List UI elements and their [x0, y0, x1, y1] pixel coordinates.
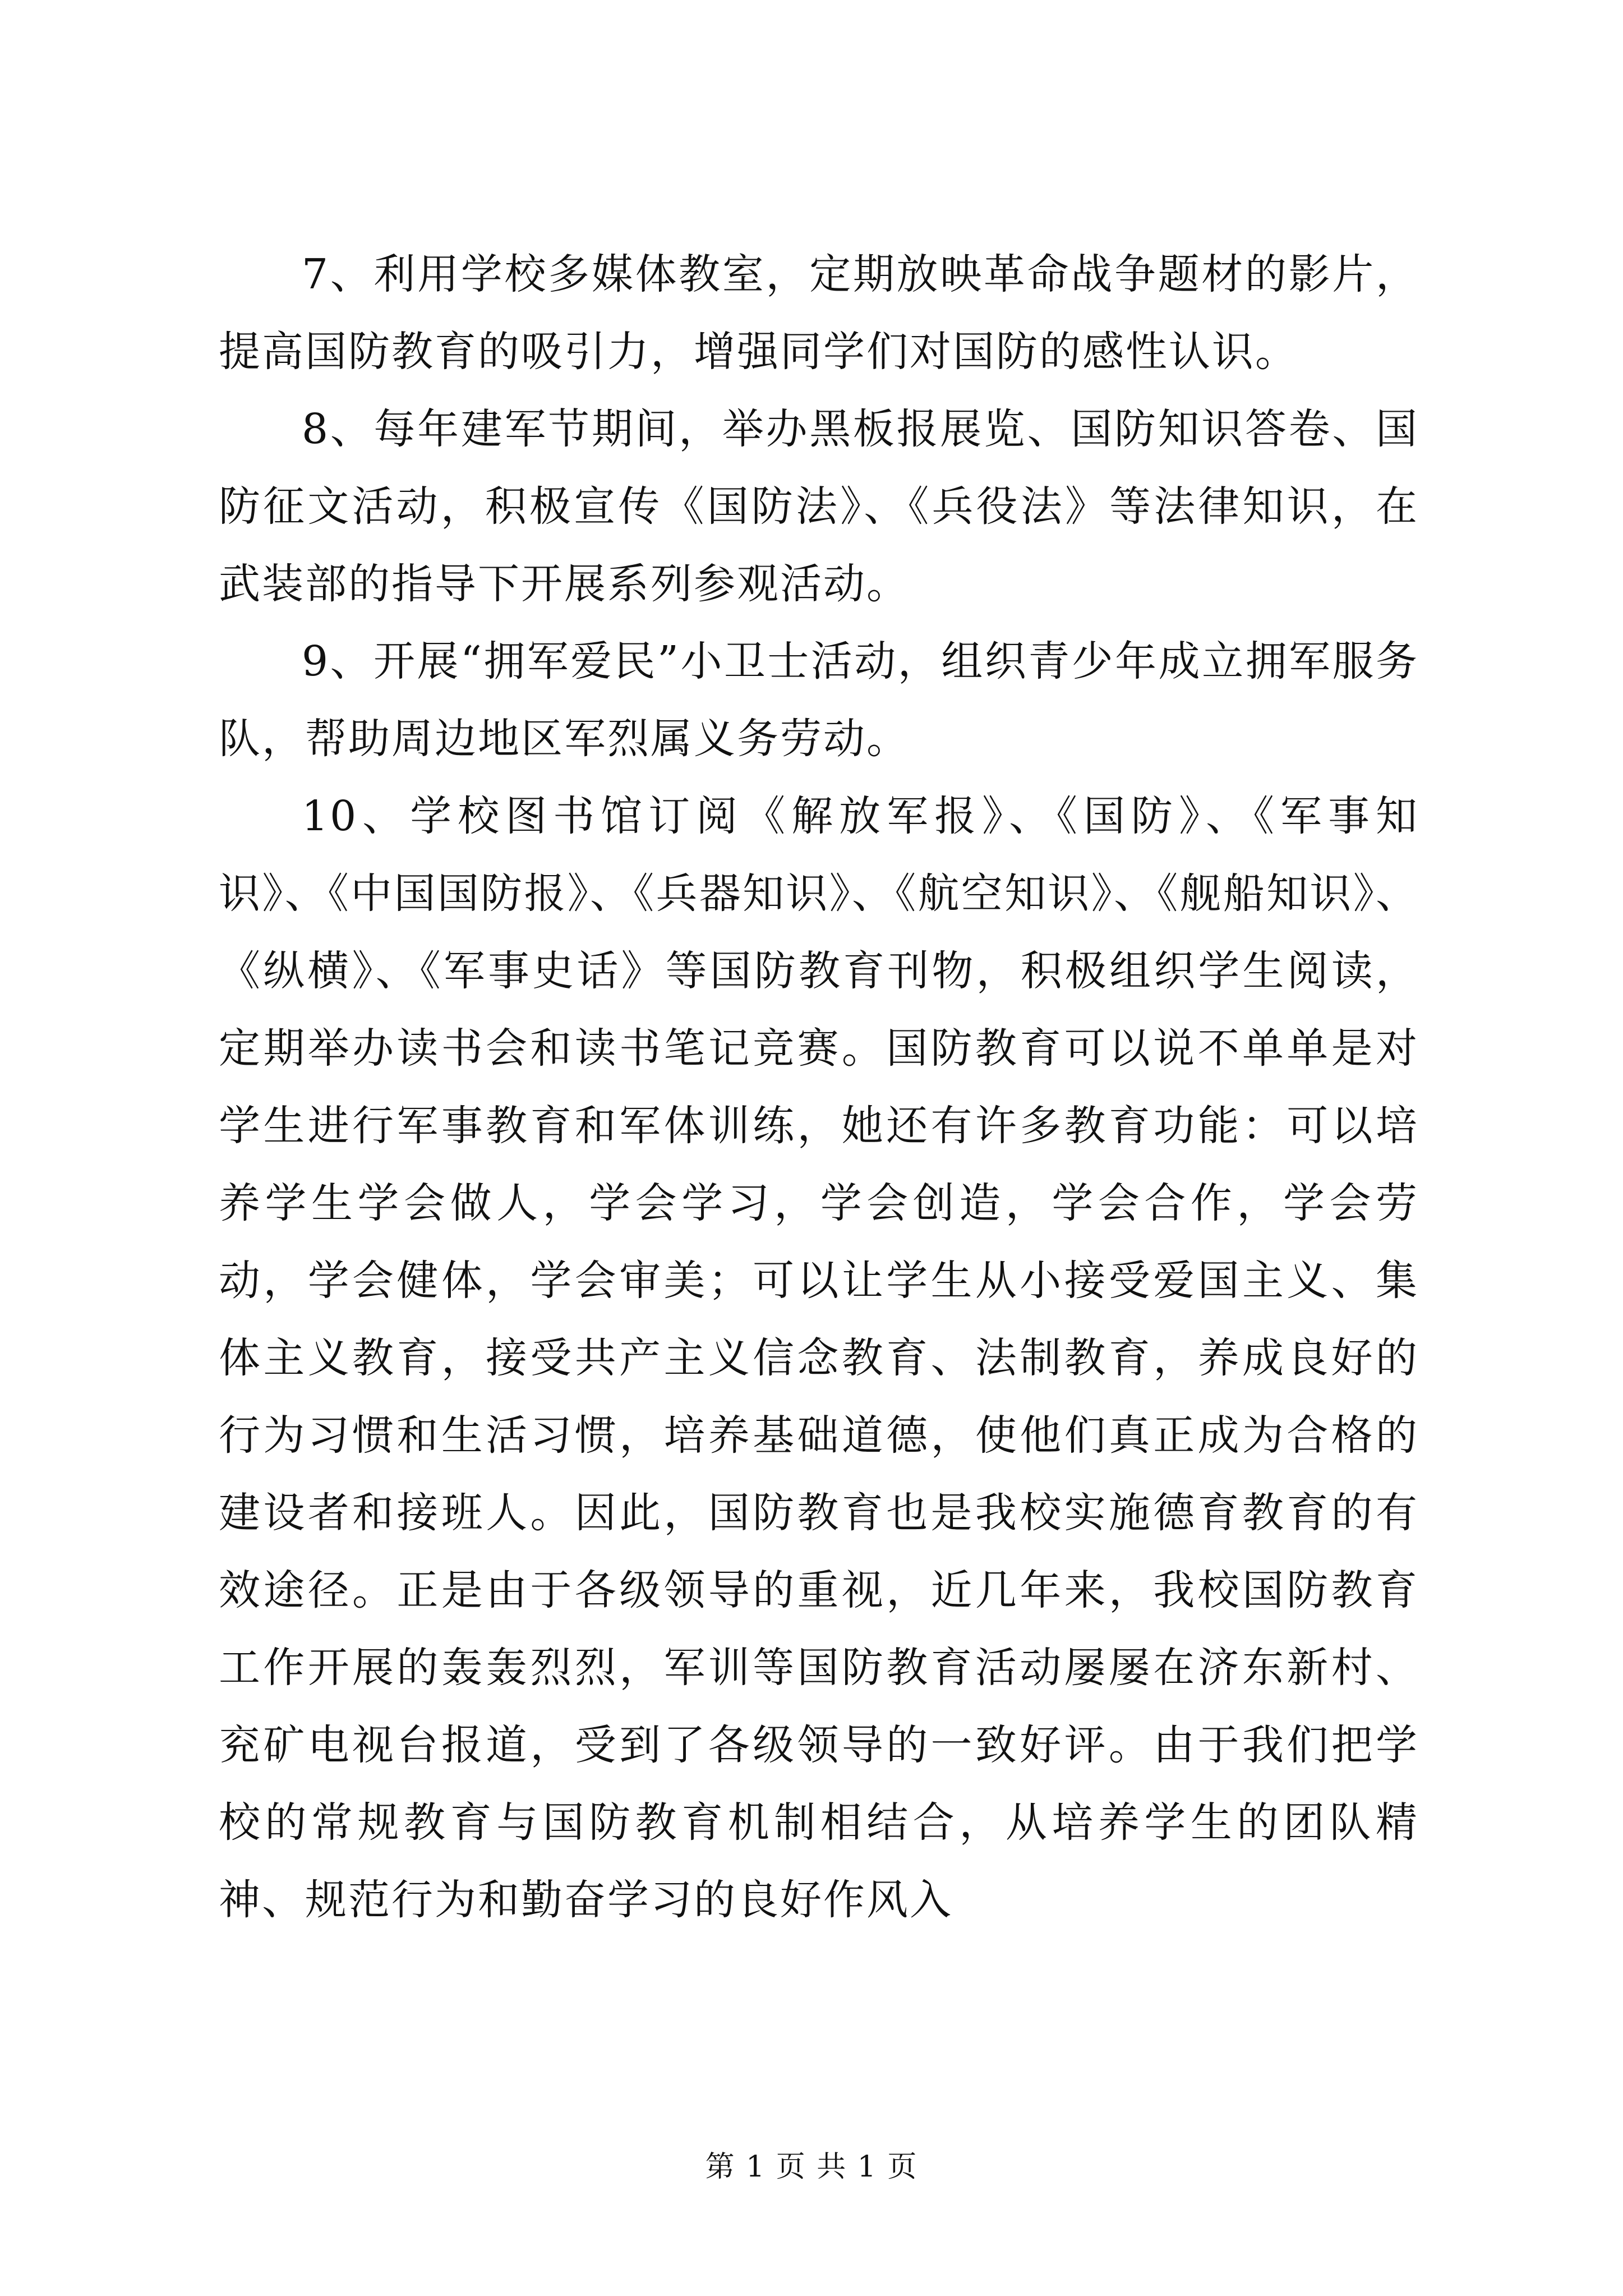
page-number-footer: 第 1 页 共 1 页	[705, 2150, 918, 2184]
document-body	[219, 236, 1419, 1939]
paragraph-item-9: 9、开展“拥军爱民”小卫士活动，组织青少年成立拥军服务队，帮助周边地区军烈属义务劳动。	[219, 637, 1419, 763]
paragraph-item-10: 10、学校图书馆订阅《解放军报》、《国防》、《军事知识》、《中国国防报》、《兵器知识》、《航空知识》、《舰船知识》、《纵横》、《军事史话》等国防教育刊物，积极组织学生阅读，定期举办读书会和读书笔记竞赛。国防教育可以说不单单是对学生进行军事教育和军体训练，她还有许多教育功能：可以培养学生学会做人，学会学习，学会创造，学会合作，学会劳动，学会健体，学会审美；可以让学生从小接受爱国主义、集体主义教育，接受共产主义信念教育、法制教育，养成良好的行为习惯和生活习惯，培养基础道德，使他们真正成为合格的建设者和接班人。因此，国防教育也是我校实施德育教育的有效途径。正是由于各级领导的重视，近几年来，我校国防教育工作开展的轰轰烈烈，军训等国防教育活动屡屡在济东新村、兖矿电视台报道，受到了各级领导的一致好评。由于我们把学校的常规教育与国防教育机制相结合，从培养学生的团队精神、规范行为和勤奋学习的良好作风入	[219, 792, 1419, 1924]
paragraph-item-8: 8、每年建军节期间，举办黑板报展览、国防知识答卷、国防征文活动，积极宣传《国防法》、《兵役法》等法律知识，在武装部的指导下开展系列参观活动。	[219, 405, 1419, 608]
paragraph-item-7: 7、利用学校多媒体教室，定期放映革命战争题材的影片，提高国防教育的吸引力，增强同学们对国防的感性认识。	[219, 250, 1419, 376]
